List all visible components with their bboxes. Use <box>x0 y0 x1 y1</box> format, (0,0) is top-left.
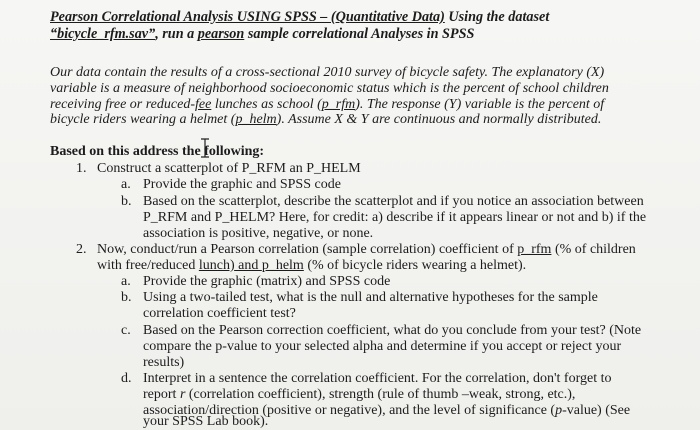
intro-line-2: variable is a measure of neighborhood socioeconomic status which is the percent of school children <box>50 80 609 96</box>
question-1 <box>76 161 87 177</box>
q2-d-text: -value) (See <box>562 403 631 418</box>
q2-b-line-2: correlation coefficient test? <box>143 306 296 321</box>
q2-underlined-lunch: lunch) <box>198 258 235 273</box>
q2-d-line-2 <box>143 387 575 403</box>
q2-text: (% of bicycle riders wearing a helmet). <box>303 258 527 273</box>
q2-d-p-symbol: p <box>555 403 563 418</box>
intro-text: bicycle riders wearing a helmet ( <box>50 112 236 128</box>
pearson-word: pearson <box>197 26 245 42</box>
q2-c-line-3: results) <box>143 355 185 370</box>
intro-paragraph <box>50 65 650 128</box>
title-heading: Pearson Correlational Analysis USING SPSS – (Quantitative Data) <box>50 9 445 25</box>
intro-line-4 <box>50 112 650 128</box>
intro-text: ). The response (Y) variable is the percent of <box>355 96 605 112</box>
instructions-lead: Based on this address the following: <box>50 144 265 159</box>
q2-d-r-symbol: r <box>179 387 186 402</box>
q2-a-label: a. <box>121 274 131 289</box>
q2-text: and <box>234 258 262 273</box>
title-text-2: , run a <box>155 26 198 42</box>
q2-d-text: report <box>143 387 180 402</box>
q2-b-line-1: Using a two-tailed test, what is the null and alternative hypotheses for the sample <box>143 290 598 305</box>
intro-line-3 <box>50 97 650 113</box>
question-2-number: 2. <box>76 242 87 257</box>
q2-c-line-1: Based on the Pearson correction coefficient, what do you conclude from your test? (Note <box>143 323 642 338</box>
q2-text: Now, conduct/run a Pearson correlation (sample correlation) coefficient of <box>97 242 518 257</box>
text-cursor-icon <box>200 138 210 158</box>
q2-d-label: d. <box>121 371 132 386</box>
intro-variable-p-helm: p_helm <box>235 112 277 128</box>
q2-c-label: c. <box>121 323 131 338</box>
q1-b-line-3: association is positive, negative, or none. <box>143 226 374 241</box>
q2-variable-p-rfm: p_rfm <box>517 242 552 257</box>
q1-b-line-1: Based on the scatterplot, describe the scatterplot and if you notice an association between <box>143 194 644 209</box>
intro-text: receiving free or reduced- <box>50 96 195 112</box>
title-text-3: sample correlational Analyses in SPSS <box>244 26 475 42</box>
title-text: Using the dataset <box>444 9 550 25</box>
question-1-text: Construct a scatterplot of P_RFM an P_HELM <box>97 161 361 176</box>
question-1-number: 1. <box>76 161 87 176</box>
q2-text: with free/reduced <box>97 258 199 273</box>
q2-variable-p-helm: p_helm <box>261 258 304 273</box>
document-title <box>50 9 680 43</box>
q2-d-line-4: your SPSS Lab book). <box>143 414 269 429</box>
question-2-line-2 <box>97 258 526 274</box>
q2-a-text: Provide the graphic (matrix) and SPSS code <box>143 274 391 289</box>
intro-text: ). Assume X & Y are continuous and normally distributed. <box>276 112 602 128</box>
intro-text: lunches as school ( <box>211 96 322 112</box>
q2-d-text: (correlation coefficient), strength (rule of thumb –weak, strong, etc.), <box>185 387 576 402</box>
q2-d-text: association/direction (positive or negative), and the level of significance ( <box>143 403 556 418</box>
q1-a-label: a. <box>121 177 131 192</box>
intro-line-1: Our data contain the results of a cross-sectional 2010 survey of bicycle safety. The explanatory (X) <box>50 65 605 80</box>
intro-underlined-fee: fee <box>195 96 212 112</box>
q1-b-line-2: P_RFM and P_HELM? Here, for credit: a) describe if it appears linear or not and b) if the <box>143 210 647 225</box>
q1-a-text: Provide the graphic and SPSS code <box>143 177 341 192</box>
q1-b-label: b. <box>121 194 132 209</box>
q2-c-line-2: compare the p-value to your selected alpha and determine if you accept or reject your <box>143 339 622 354</box>
dataset-filename: “bicycle_rfm.sav” <box>50 26 156 42</box>
intro-variable-p-rfm: p_rfm <box>321 96 356 112</box>
question-2-line-1 <box>97 242 636 258</box>
q2-d-line-1: Interpret in a sentence the correlation coefficient. For the correlation, don't forget to <box>143 371 612 386</box>
q2-b-label: b. <box>121 290 132 305</box>
q2-text: (% of children <box>551 242 636 257</box>
